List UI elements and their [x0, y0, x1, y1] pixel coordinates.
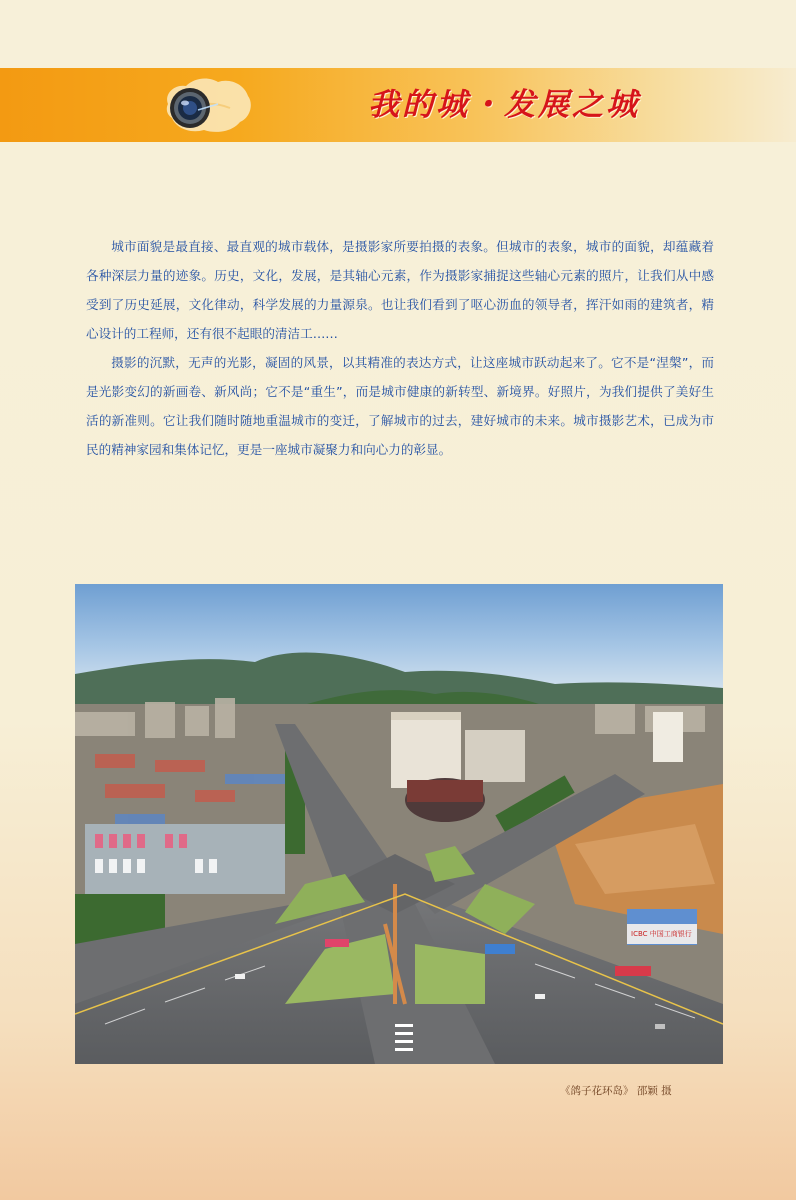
paragraph: 摄影的沉默，无声的光影，凝固的风景，以其精准的表达方式，让这座城市跃动起来了。它不是“涅槃”，而是光影变幻的新画卷、新风尚；它不是“重生”，而是城市健康的新转型、新境界。好照片，为我们提供了美好生活的新准则。它让我们随时随地重温城市的变迁，了解城市的过去，建好城市的未来。城市摄影艺术，已成为市民的精神家园和集体记忆，更是一座城市凝聚力和向心力的彰显。 [86, 355, 714, 457]
camera-lens-map-icon [160, 74, 256, 136]
paragraph: 城市面貌是最直接、最直观的城市载体，是摄影家所要拍摄的表象。但城市的表象，城市的面貌，却蕴藏着各种深层力量的迹象。历史，文化，发展，是其轴心元素，作为摄影家捕捉这些轴心元素的照片，让我们从中感受到了历史延展，文化律动，科学发展的力量源泉。也让我们看到了呕心沥血的领导者，挥汗如雨的建筑者，精心设计的工程师，还有很不起眼的清洁工…… [86, 239, 714, 341]
article-body [86, 232, 714, 464]
city-aerial-photo [75, 584, 723, 1064]
page-title: 我的城・发展之城 [368, 87, 640, 123]
photo-caption: 《鸽子花环岛》 邵颖 摄 [560, 1085, 672, 1097]
header-banner [0, 68, 796, 142]
bank-sign: ICBC 中国工商银行 [631, 930, 692, 938]
